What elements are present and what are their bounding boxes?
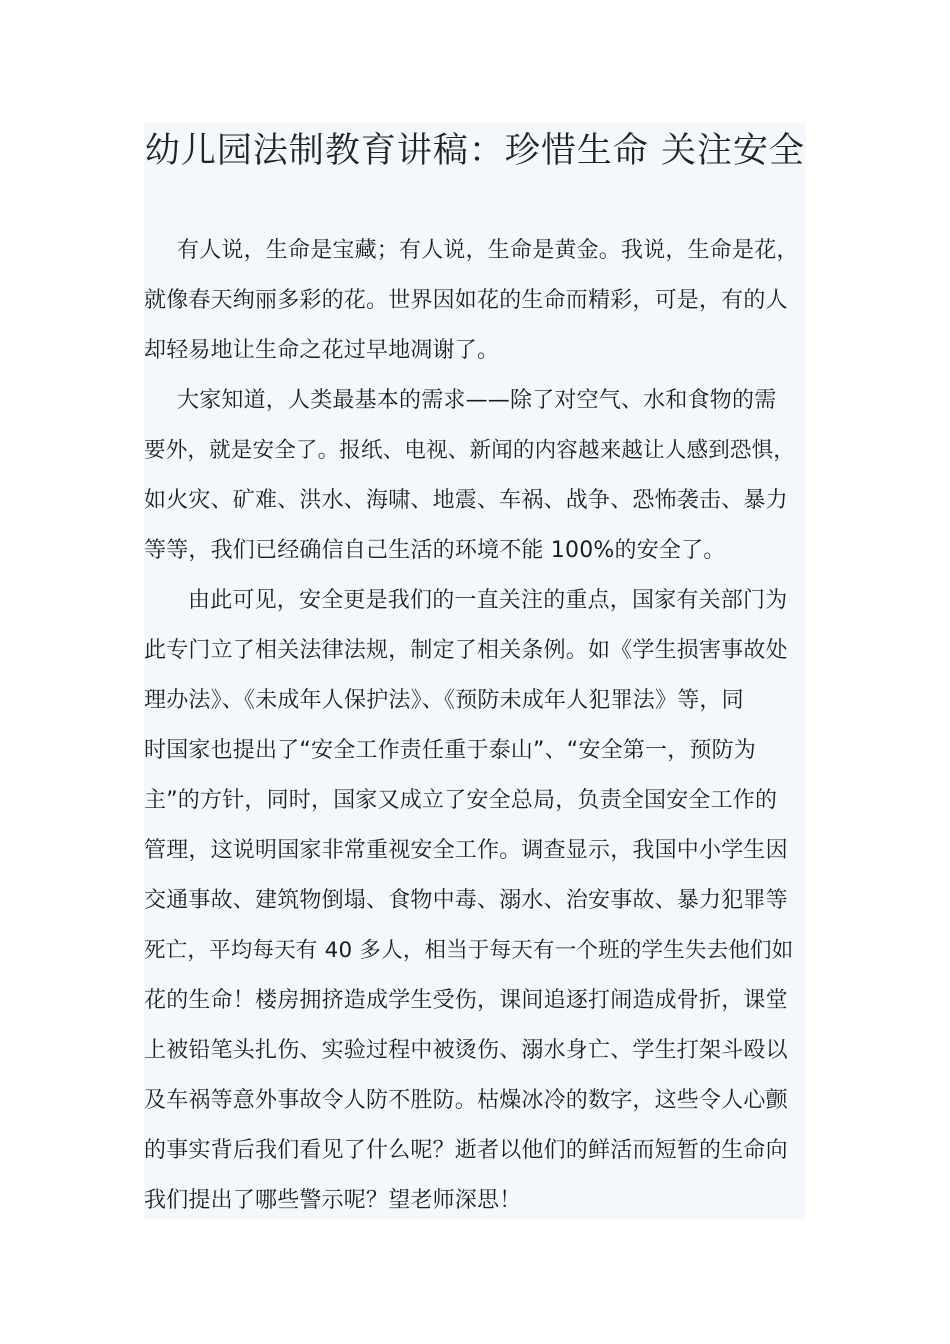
- paragraph-line: 却轻易地让生命之花过早地凋谢了。: [144, 338, 500, 363]
- paragraph-line: 有人说，生命是宝藏；有人说，生命是黄金。我说，生命是花，: [177, 238, 799, 263]
- paragraph-line: 上被铅笔头扎伤、实验过程中被烫伤、溺水身亡、学生打架斗殴以: [144, 1038, 788, 1063]
- paragraph-line: 时国家也提出了“安全工作责任重于泰山”、“安全第一，预防为: [144, 738, 756, 763]
- paragraph-line: 花的生命！楼房拥挤造成学生受伤，课间追逐打闹造成骨折，课堂: [144, 988, 788, 1013]
- paragraph-line: 由此可见，安全更是我们的一直关注的重点，国家有关部门为: [188, 588, 788, 613]
- paragraph-2: [144, 376, 806, 576]
- paragraph-3: [144, 576, 806, 1226]
- paragraph-line: 的事实背后我们看见了什么呢？逝者以他们的鲜活而短暂的生命向: [144, 1138, 788, 1163]
- document-body: [144, 123, 806, 1219]
- paragraph-line: 此专门立了相关法律法规，制定了相关条例。如《学生损害事故处: [144, 638, 788, 663]
- paragraph-line: 大家知道，人类最基本的需求——除了对空气、水和食物的需: [177, 388, 777, 413]
- paragraph-line: 死亡，平均每天有 40 多人，相当于每天有一个班的学生失去他们如: [144, 938, 794, 963]
- paragraph-line: 我们提出了哪些警示呢？望老师深思！: [144, 1188, 522, 1213]
- paragraph-line: 理办法》、《未成年人保护法》、《预防未成年人犯罪法》等，同: [144, 688, 744, 713]
- paragraph-line: 管理，这说明国家非常重视安全工作。调查显示，我国中小学生因: [144, 838, 788, 863]
- paragraph-line: 及车祸等意外事故令人防不胜防。枯燥冰冷的数字，这些令人心颤: [144, 1088, 788, 1113]
- paragraph-1: [144, 226, 806, 376]
- paragraph-line: 如火灾、矿难、洪水、海啸、地震、车祸、战争、恐怖袭击、暴力: [144, 488, 788, 513]
- paragraph-line: 要外，就是安全了。报纸、电视、新闻的内容越来越让人感到恐惧，: [144, 438, 796, 463]
- document-title: 幼儿园法制教育讲稿：珍惜生命 关注安全: [144, 131, 806, 171]
- paragraph-line: 等等，我们已经确信自己生活的环境不能 100%的安全了。: [144, 538, 726, 563]
- paragraph-line: 就像春天绚丽多彩的花。世界因如花的生命而精彩，可是，有的人: [144, 288, 788, 313]
- paragraph-line: 交通事故、建筑物倒塌、食物中毒、溺水、治安事故、暴力犯罪等: [144, 888, 788, 913]
- paragraph-line: 主”的方针，同时，国家又成立了安全总局，负责全国安全工作的: [144, 788, 778, 813]
